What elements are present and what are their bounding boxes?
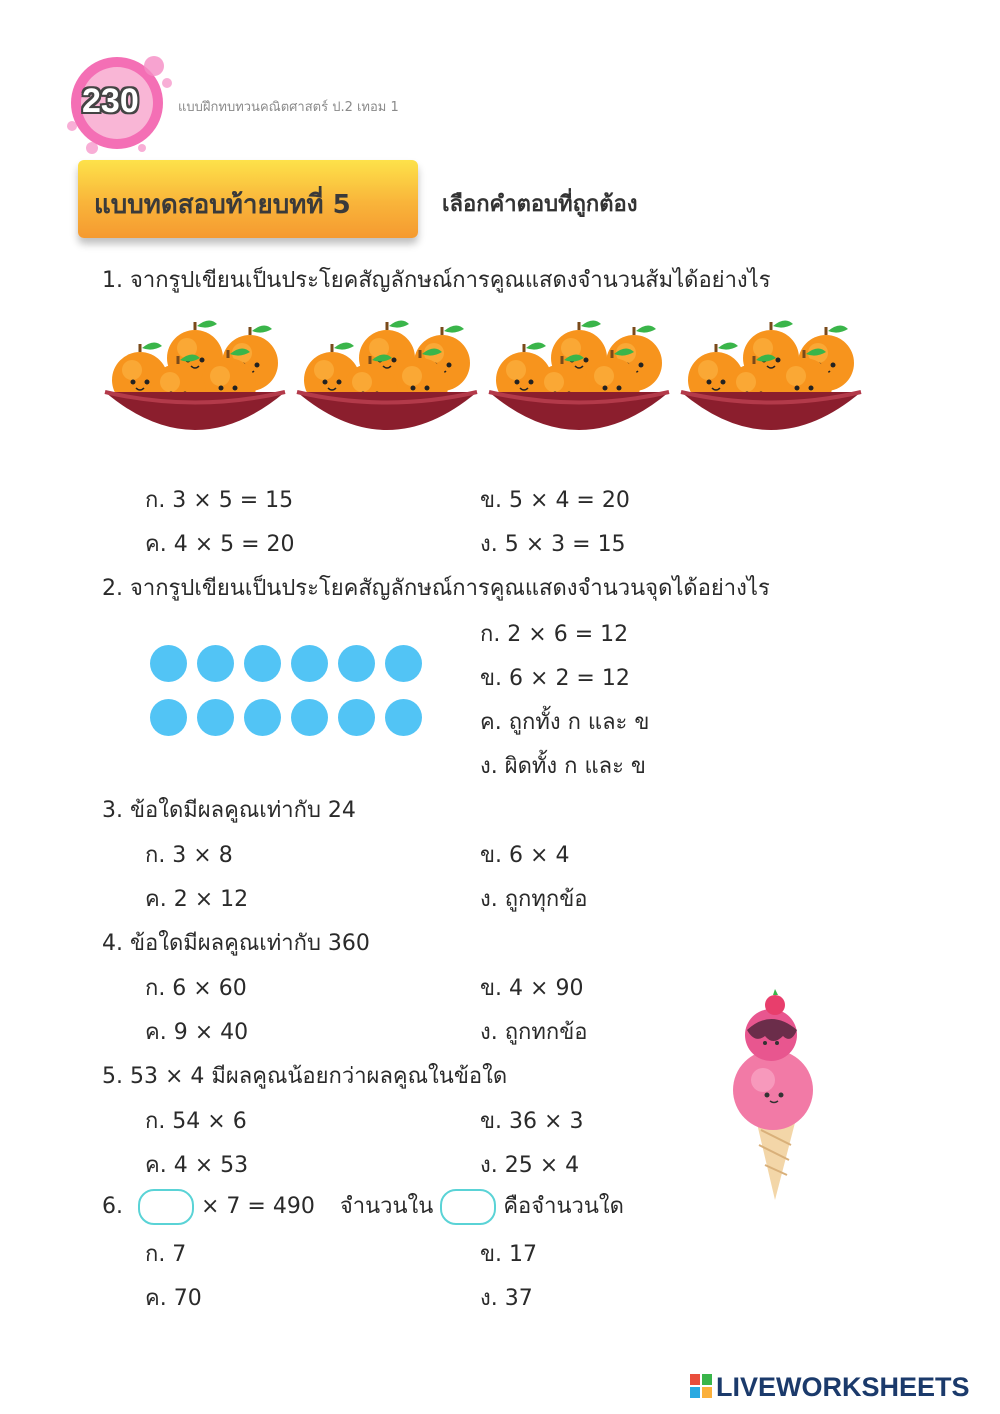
dot — [197, 699, 234, 736]
q3-option-b[interactable]: ข. 6 × 4 — [480, 843, 570, 868]
q3-option-a[interactable]: ก. 3 × 8 — [145, 843, 233, 868]
dot — [291, 645, 328, 682]
q5-option-c[interactable]: ค. 4 × 53 — [145, 1153, 249, 1178]
q3-option-c[interactable]: ค. 2 × 12 — [145, 887, 249, 912]
liveworksheets-brand: LIVEWORKSHEETS — [716, 1372, 970, 1402]
dot — [338, 699, 375, 736]
question-6-end: คือจำนวนใด — [503, 1194, 624, 1219]
q6-option-b[interactable]: ข. 17 — [480, 1242, 538, 1267]
q5-option-a[interactable]: ก. 54 × 6 — [145, 1109, 247, 1134]
q4-option-a[interactable]: ก. 6 × 60 — [145, 976, 247, 1001]
q4-option-c[interactable]: ค. 9 × 40 — [145, 1020, 249, 1045]
question-6-phrase: จำนวนใน — [339, 1194, 434, 1219]
dot — [338, 645, 375, 682]
q1-option-c[interactable]: ค. 4 × 5 = 20 — [145, 532, 295, 557]
question-1-text: 1. จากรูปเขียนเป็นประโยคสัญลักษณ์การคูณแสดงจำนวนส้มได้อย่างไร — [102, 268, 771, 293]
q4-option-b[interactable]: ข. 4 × 90 — [480, 976, 584, 1001]
dots-array-image — [150, 645, 422, 736]
q5-option-b[interactable]: ข. 36 × 3 — [480, 1109, 584, 1134]
question-3-text: 3. ข้อใดมีผลคูณเท่ากับ 24 — [102, 798, 356, 823]
question-6-equation: × 7 = 490 — [201, 1194, 315, 1219]
q1-option-d[interactable]: ง. 5 × 3 = 15 — [480, 532, 626, 557]
question-6-text — [102, 1188, 624, 1225]
q2-option-b[interactable]: ข. 6 × 2 = 12 — [480, 666, 630, 691]
dot — [385, 699, 422, 736]
q1-option-b[interactable]: ข. 5 × 4 = 20 — [480, 488, 630, 513]
dot — [150, 645, 187, 682]
liveworksheets-logo-icon — [690, 1372, 714, 1400]
dot — [244, 645, 281, 682]
question-2-text: 2. จากรูปเขียนเป็นประโยคสัญลักษณ์การคูณแสดงจำนวนจุดได้อย่างไร — [102, 576, 770, 601]
q4-option-d[interactable]: ง. ถูกทกข้อ — [480, 1020, 588, 1045]
q6-option-d[interactable]: ง. 37 — [480, 1286, 533, 1311]
q6-option-a[interactable]: ก. 7 — [145, 1242, 187, 1267]
question-5-text: 5. 53 × 4 มีผลคูณน้อยกว่าผลคูณในข้อใด — [102, 1064, 508, 1089]
dot — [291, 699, 328, 736]
dot — [197, 645, 234, 682]
dot — [244, 699, 281, 736]
dot — [385, 645, 422, 682]
question-6-number: 6. — [102, 1194, 123, 1219]
q1-option-a[interactable]: ก. 3 × 5 = 15 — [145, 488, 294, 513]
q2-option-c[interactable]: ค. ถูกทั้ง ก และ ข — [480, 710, 650, 735]
q3-option-d[interactable]: ง. ถูกทุกข้อ — [480, 887, 588, 912]
page-number: 230 — [82, 82, 139, 120]
q6-option-c[interactable]: ค. 70 — [145, 1286, 202, 1311]
answer-box-2[interactable] — [440, 1189, 496, 1225]
q5-option-d[interactable]: ง. 25 × 4 — [480, 1153, 580, 1178]
dot — [150, 699, 187, 736]
question-4-text: 4. ข้อใดมีผลคูณเท่ากับ 360 — [102, 931, 370, 956]
q2-option-d[interactable]: ง. ผิดทั้ง ก และ ข — [480, 754, 646, 779]
book-title: แบบฝึกทบทวนคณิตศาสตร์ ป.2 เทอม 1 — [178, 100, 399, 115]
instruction-text: เลือกคำตอบที่ถูกต้อง — [442, 192, 638, 217]
ice-cream-icon — [725, 985, 825, 1205]
test-title: แบบทดสอบท้ายบทที่ 5 — [94, 190, 351, 220]
answer-box-1[interactable] — [138, 1189, 194, 1225]
oranges-baskets-image — [100, 318, 880, 448]
q2-option-a[interactable]: ก. 2 × 6 = 12 — [480, 622, 629, 647]
